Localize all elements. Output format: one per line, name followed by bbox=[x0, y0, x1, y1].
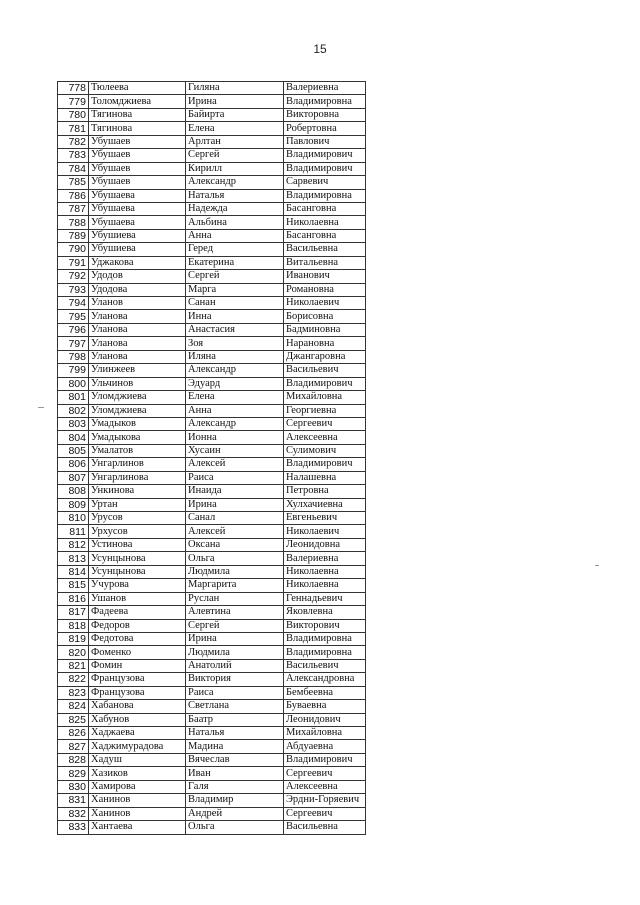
table-row bbox=[58, 364, 366, 377]
patronymic-cell: Басанговна bbox=[284, 202, 366, 215]
first-name-cell: Ольга bbox=[186, 552, 284, 565]
patronymic-cell: Робертовна bbox=[284, 122, 366, 135]
row-number-cell: 796 bbox=[58, 323, 89, 336]
row-number-cell: 820 bbox=[58, 646, 89, 659]
table-row bbox=[58, 713, 366, 726]
row-number-cell: 791 bbox=[58, 256, 89, 269]
first-name-cell: Оксана bbox=[186, 538, 284, 551]
first-name-cell: Людмила bbox=[186, 565, 284, 578]
first-name-cell: Сергей bbox=[186, 619, 284, 632]
first-name-cell: Алексей bbox=[186, 458, 284, 471]
first-name-cell: Надежда bbox=[186, 202, 284, 215]
table-row bbox=[58, 659, 366, 672]
patronymic-cell: Георгиевна bbox=[284, 404, 366, 417]
table-row bbox=[58, 122, 366, 135]
patronymic-cell: Михайловна bbox=[284, 727, 366, 740]
row-number-cell: 814 bbox=[58, 565, 89, 578]
last-name-cell: Убушаев bbox=[89, 162, 186, 175]
row-number-cell: 808 bbox=[58, 485, 89, 498]
first-name-cell: Галя bbox=[186, 780, 284, 793]
patronymic-cell: Михайловна bbox=[284, 391, 366, 404]
last-name-cell: Ункинова bbox=[89, 485, 186, 498]
row-number-cell: 803 bbox=[58, 417, 89, 430]
patronymic-cell: Бембеевна bbox=[284, 686, 366, 699]
row-number-cell: 809 bbox=[58, 498, 89, 511]
patronymic-cell: Александровна bbox=[284, 673, 366, 686]
table-row bbox=[58, 176, 366, 189]
last-name-cell: Ханинов bbox=[89, 794, 186, 807]
last-name-cell: Уланова bbox=[89, 337, 186, 350]
last-name-cell: Учурова bbox=[89, 579, 186, 592]
patronymic-cell: Владимировна bbox=[284, 646, 366, 659]
patronymic-cell: Нарановна bbox=[284, 337, 366, 350]
first-name-cell: Инна bbox=[186, 310, 284, 323]
table-row bbox=[58, 82, 366, 95]
table-row bbox=[58, 700, 366, 713]
patronymic-cell: Абдуаевна bbox=[284, 740, 366, 753]
patronymic-cell: Яковлевна bbox=[284, 606, 366, 619]
last-name-cell: Убушаев bbox=[89, 135, 186, 148]
margin-mark-right bbox=[595, 565, 599, 566]
table-row bbox=[58, 606, 366, 619]
row-number-cell: 829 bbox=[58, 767, 89, 780]
patronymic-cell: Валериевна bbox=[284, 552, 366, 565]
table-row bbox=[58, 310, 366, 323]
row-number-cell: 779 bbox=[58, 95, 89, 108]
last-name-cell: Убушаева bbox=[89, 189, 186, 202]
last-name-cell: Хабунов bbox=[89, 713, 186, 726]
table-row bbox=[58, 323, 366, 336]
first-name-cell: Ольга bbox=[186, 821, 284, 834]
first-name-cell: Александр bbox=[186, 364, 284, 377]
table-row bbox=[58, 471, 366, 484]
patronymic-cell: Владимирович bbox=[284, 149, 366, 162]
first-name-cell: Светлана bbox=[186, 700, 284, 713]
patronymic-cell: Сарвевич bbox=[284, 176, 366, 189]
last-name-cell: Унгарлинова bbox=[89, 471, 186, 484]
table-row bbox=[58, 807, 366, 820]
table-row bbox=[58, 95, 366, 108]
table-row bbox=[58, 270, 366, 283]
patronymic-cell: Евгеньевич bbox=[284, 512, 366, 525]
patronymic-cell: Владимирович bbox=[284, 753, 366, 766]
row-number-cell: 780 bbox=[58, 108, 89, 121]
table-row bbox=[58, 579, 366, 592]
row-number-cell: 813 bbox=[58, 552, 89, 565]
row-number-cell: 801 bbox=[58, 391, 89, 404]
first-name-cell: Александр bbox=[186, 417, 284, 430]
patronymic-cell: Викторович bbox=[284, 619, 366, 632]
first-name-cell: Кирилл bbox=[186, 162, 284, 175]
first-name-cell: Арлтан bbox=[186, 135, 284, 148]
table-row bbox=[58, 256, 366, 269]
row-number-cell: 788 bbox=[58, 216, 89, 229]
first-name-cell: Зоя bbox=[186, 337, 284, 350]
patronymic-cell: Николаевна bbox=[284, 579, 366, 592]
table-row bbox=[58, 458, 366, 471]
row-number-cell: 795 bbox=[58, 310, 89, 323]
first-name-cell: Екатерина bbox=[186, 256, 284, 269]
row-number-cell: 824 bbox=[58, 700, 89, 713]
first-name-cell: Ирина bbox=[186, 95, 284, 108]
last-name-cell: Хантаева bbox=[89, 821, 186, 834]
row-number-cell: 778 bbox=[58, 82, 89, 95]
table-row bbox=[58, 162, 366, 175]
first-name-cell: Сергей bbox=[186, 270, 284, 283]
last-name-cell: Уланова bbox=[89, 310, 186, 323]
last-name-cell: Уланова bbox=[89, 323, 186, 336]
last-name-cell: Убушаев bbox=[89, 176, 186, 189]
table-row bbox=[58, 780, 366, 793]
first-name-cell: Ионна bbox=[186, 431, 284, 444]
first-name-cell: Геред bbox=[186, 243, 284, 256]
first-name-cell: Санан bbox=[186, 297, 284, 310]
row-number-cell: 825 bbox=[58, 713, 89, 726]
row-number-cell: 812 bbox=[58, 538, 89, 551]
name-list-body bbox=[58, 82, 366, 835]
patronymic-cell: Леонидович bbox=[284, 713, 366, 726]
first-name-cell: Иван bbox=[186, 767, 284, 780]
row-number-cell: 817 bbox=[58, 606, 89, 619]
patronymic-cell: Владимирович bbox=[284, 162, 366, 175]
table-row bbox=[58, 283, 366, 296]
row-number-cell: 799 bbox=[58, 364, 89, 377]
table-row bbox=[58, 229, 366, 242]
patronymic-cell: Басанговна bbox=[284, 229, 366, 242]
first-name-cell: Алевтина bbox=[186, 606, 284, 619]
patronymic-cell: Валериевна bbox=[284, 82, 366, 95]
first-name-cell: Андрей bbox=[186, 807, 284, 820]
patronymic-cell: Николаевич bbox=[284, 297, 366, 310]
margin-mark-left bbox=[38, 407, 44, 408]
table-row bbox=[58, 512, 366, 525]
row-number-cell: 793 bbox=[58, 283, 89, 296]
last-name-cell: Французова bbox=[89, 673, 186, 686]
first-name-cell: Альбина bbox=[186, 216, 284, 229]
table-row bbox=[58, 619, 366, 632]
row-number-cell: 828 bbox=[58, 753, 89, 766]
last-name-cell: Хабанова bbox=[89, 700, 186, 713]
patronymic-cell: Сергеевич bbox=[284, 807, 366, 820]
first-name-cell: Анна bbox=[186, 404, 284, 417]
first-name-cell: Сергей bbox=[186, 149, 284, 162]
patronymic-cell: Викторовна bbox=[284, 108, 366, 121]
table-row bbox=[58, 417, 366, 430]
table-row bbox=[58, 135, 366, 148]
first-name-cell: Вячеслав bbox=[186, 753, 284, 766]
patronymic-cell: Владимировна bbox=[284, 189, 366, 202]
row-number-cell: 789 bbox=[58, 229, 89, 242]
patronymic-cell: Романовна bbox=[284, 283, 366, 296]
first-name-cell: Байирта bbox=[186, 108, 284, 121]
row-number-cell: 805 bbox=[58, 444, 89, 457]
first-name-cell: Санал bbox=[186, 512, 284, 525]
table-row bbox=[58, 377, 366, 390]
last-name-cell: Федотова bbox=[89, 632, 186, 645]
last-name-cell: Устинова bbox=[89, 538, 186, 551]
last-name-cell: Умадыков bbox=[89, 417, 186, 430]
table-row bbox=[58, 202, 366, 215]
last-name-cell: Ушанов bbox=[89, 592, 186, 605]
patronymic-cell: Иванович bbox=[284, 270, 366, 283]
row-number-cell: 798 bbox=[58, 350, 89, 363]
first-name-cell: Елена bbox=[186, 122, 284, 135]
row-number-cell: 794 bbox=[58, 297, 89, 310]
last-name-cell: Уланов bbox=[89, 297, 186, 310]
table-row bbox=[58, 767, 366, 780]
first-name-cell: Эдуард bbox=[186, 377, 284, 390]
patronymic-cell: Владимирович bbox=[284, 377, 366, 390]
row-number-cell: 810 bbox=[58, 512, 89, 525]
first-name-cell: Наталья bbox=[186, 727, 284, 740]
row-number-cell: 811 bbox=[58, 525, 89, 538]
first-name-cell: Маргарита bbox=[186, 579, 284, 592]
last-name-cell: Убушаева bbox=[89, 216, 186, 229]
patronymic-cell: Владимирович bbox=[284, 458, 366, 471]
first-name-cell: Марга bbox=[186, 283, 284, 296]
patronymic-cell: Петровна bbox=[284, 485, 366, 498]
table-row bbox=[58, 552, 366, 565]
last-name-cell: Уломджиева bbox=[89, 391, 186, 404]
first-name-cell: Анастасия bbox=[186, 323, 284, 336]
patronymic-cell: Сулимович bbox=[284, 444, 366, 457]
table-row bbox=[58, 297, 366, 310]
table-row bbox=[58, 727, 366, 740]
row-number-cell: 784 bbox=[58, 162, 89, 175]
table-row bbox=[58, 350, 366, 363]
patronymic-cell: Васильевич bbox=[284, 364, 366, 377]
table-row bbox=[58, 673, 366, 686]
last-name-cell: Улинжеев bbox=[89, 364, 186, 377]
row-number-cell: 821 bbox=[58, 659, 89, 672]
first-name-cell: Раиса bbox=[186, 686, 284, 699]
last-name-cell: Убушаев bbox=[89, 149, 186, 162]
last-name-cell: Усунцынова bbox=[89, 552, 186, 565]
table-row bbox=[58, 646, 366, 659]
patronymic-cell: Алексеевна bbox=[284, 780, 366, 793]
first-name-cell: Руслан bbox=[186, 592, 284, 605]
row-number-cell: 815 bbox=[58, 579, 89, 592]
patronymic-cell: Павлович bbox=[284, 135, 366, 148]
first-name-cell: Анна bbox=[186, 229, 284, 242]
table-row bbox=[58, 753, 366, 766]
last-name-cell: Ханинов bbox=[89, 807, 186, 820]
table-row bbox=[58, 565, 366, 578]
last-name-cell: Урусов bbox=[89, 512, 186, 525]
row-number-cell: 818 bbox=[58, 619, 89, 632]
patronymic-cell: Сергеевич bbox=[284, 767, 366, 780]
patronymic-cell: Буваевна bbox=[284, 700, 366, 713]
row-number-cell: 804 bbox=[58, 431, 89, 444]
last-name-cell: Хамирова bbox=[89, 780, 186, 793]
patronymic-cell: Витальевна bbox=[284, 256, 366, 269]
table-row bbox=[58, 189, 366, 202]
row-number-cell: 786 bbox=[58, 189, 89, 202]
last-name-cell: Французова bbox=[89, 686, 186, 699]
row-number-cell: 790 bbox=[58, 243, 89, 256]
last-name-cell: Тягинова bbox=[89, 122, 186, 135]
table-row bbox=[58, 243, 366, 256]
last-name-cell: Убушиева bbox=[89, 243, 186, 256]
first-name-cell: Ирина bbox=[186, 498, 284, 511]
patronymic-cell: Леонидовна bbox=[284, 538, 366, 551]
row-number-cell: 782 bbox=[58, 135, 89, 148]
first-name-cell: Владимир bbox=[186, 794, 284, 807]
patronymic-cell: Васильевич bbox=[284, 659, 366, 672]
last-name-cell: Удодов bbox=[89, 270, 186, 283]
table-row bbox=[58, 592, 366, 605]
patronymic-cell: Хулхачиевна bbox=[284, 498, 366, 511]
row-number-cell: 819 bbox=[58, 632, 89, 645]
row-number-cell: 816 bbox=[58, 592, 89, 605]
page-number: 15 bbox=[313, 42, 327, 56]
row-number-cell: 806 bbox=[58, 458, 89, 471]
patronymic-cell: Николаевна bbox=[284, 565, 366, 578]
table-row bbox=[58, 149, 366, 162]
last-name-cell: Уломджиева bbox=[89, 404, 186, 417]
first-name-cell: Хусаин bbox=[186, 444, 284, 457]
first-name-cell: Алексей bbox=[186, 525, 284, 538]
patronymic-cell: Эрдни-Горяевич bbox=[284, 794, 366, 807]
first-name-cell: Ирина bbox=[186, 632, 284, 645]
row-number-cell: 797 bbox=[58, 337, 89, 350]
table-row bbox=[58, 498, 366, 511]
first-name-cell: Анатолий bbox=[186, 659, 284, 672]
table-row bbox=[58, 740, 366, 753]
last-name-cell: Фадеева bbox=[89, 606, 186, 619]
row-number-cell: 830 bbox=[58, 780, 89, 793]
last-name-cell: Урхусов bbox=[89, 525, 186, 538]
row-number-cell: 832 bbox=[58, 807, 89, 820]
table-row bbox=[58, 632, 366, 645]
row-number-cell: 807 bbox=[58, 471, 89, 484]
last-name-cell: Умадыкова bbox=[89, 431, 186, 444]
last-name-cell: Уланова bbox=[89, 350, 186, 363]
table-row bbox=[58, 485, 366, 498]
table-row bbox=[58, 404, 366, 417]
patronymic-cell: Владимировна bbox=[284, 632, 366, 645]
row-number-cell: 833 bbox=[58, 821, 89, 834]
last-name-cell: Федоров bbox=[89, 619, 186, 632]
first-name-cell: Мадина bbox=[186, 740, 284, 753]
first-name-cell: Виктория bbox=[186, 673, 284, 686]
first-name-cell: Инаида bbox=[186, 485, 284, 498]
table-row bbox=[58, 391, 366, 404]
patronymic-cell: Борисовна bbox=[284, 310, 366, 323]
last-name-cell: Фоменко bbox=[89, 646, 186, 659]
last-name-cell: Тюлеева bbox=[89, 82, 186, 95]
last-name-cell: Удодова bbox=[89, 283, 186, 296]
last-name-cell: Убушиева bbox=[89, 229, 186, 242]
last-name-cell: Уджакова bbox=[89, 256, 186, 269]
first-name-cell: Раиса bbox=[186, 471, 284, 484]
row-number-cell: 792 bbox=[58, 270, 89, 283]
table-row bbox=[58, 538, 366, 551]
table-row bbox=[58, 108, 366, 121]
first-name-cell: Елена bbox=[186, 391, 284, 404]
patronymic-cell: Николаевич bbox=[284, 525, 366, 538]
patronymic-cell: Сергеевич bbox=[284, 417, 366, 430]
row-number-cell: 822 bbox=[58, 673, 89, 686]
table-row bbox=[58, 794, 366, 807]
row-number-cell: 827 bbox=[58, 740, 89, 753]
last-name-cell: Хаджимурадова bbox=[89, 740, 186, 753]
patronymic-cell: Джангаровна bbox=[284, 350, 366, 363]
first-name-cell: Баатр bbox=[186, 713, 284, 726]
table-row bbox=[58, 431, 366, 444]
table-row bbox=[58, 337, 366, 350]
last-name-cell: Хаджаева bbox=[89, 727, 186, 740]
last-name-cell: Хазиков bbox=[89, 767, 186, 780]
last-name-cell: Толомджиева bbox=[89, 95, 186, 108]
row-number-cell: 787 bbox=[58, 202, 89, 215]
last-name-cell: Тягинова bbox=[89, 108, 186, 121]
last-name-cell: Унгарлинов bbox=[89, 458, 186, 471]
last-name-cell: Усунцынова bbox=[89, 565, 186, 578]
table-row bbox=[58, 444, 366, 457]
last-name-cell: Фомин bbox=[89, 659, 186, 672]
row-number-cell: 823 bbox=[58, 686, 89, 699]
table-row bbox=[58, 686, 366, 699]
last-name-cell: Хадуш bbox=[89, 753, 186, 766]
name-list-table bbox=[57, 81, 366, 835]
row-number-cell: 785 bbox=[58, 176, 89, 189]
patronymic-cell: Васильевна bbox=[284, 821, 366, 834]
row-number-cell: 781 bbox=[58, 122, 89, 135]
first-name-cell: Александр bbox=[186, 176, 284, 189]
first-name-cell: Людмила bbox=[186, 646, 284, 659]
last-name-cell: Уртан bbox=[89, 498, 186, 511]
last-name-cell: Убушаева bbox=[89, 202, 186, 215]
first-name-cell: Наталья bbox=[186, 189, 284, 202]
patronymic-cell: Владимировна bbox=[284, 95, 366, 108]
row-number-cell: 802 bbox=[58, 404, 89, 417]
patronymic-cell: Налашевна bbox=[284, 471, 366, 484]
patronymic-cell: Бадминовна bbox=[284, 323, 366, 336]
patronymic-cell: Васильевна bbox=[284, 243, 366, 256]
table-row bbox=[58, 525, 366, 538]
patronymic-cell: Николаевна bbox=[284, 216, 366, 229]
table-row bbox=[58, 821, 366, 834]
table-row bbox=[58, 216, 366, 229]
first-name-cell: Гиляна bbox=[186, 82, 284, 95]
last-name-cell: Умалатов bbox=[89, 444, 186, 457]
last-name-cell: Ульчинов bbox=[89, 377, 186, 390]
row-number-cell: 831 bbox=[58, 794, 89, 807]
patronymic-cell: Алексеевна bbox=[284, 431, 366, 444]
row-number-cell: 826 bbox=[58, 727, 89, 740]
patronymic-cell: Геннадьевич bbox=[284, 592, 366, 605]
row-number-cell: 800 bbox=[58, 377, 89, 390]
row-number-cell: 783 bbox=[58, 149, 89, 162]
first-name-cell: Иляна bbox=[186, 350, 284, 363]
